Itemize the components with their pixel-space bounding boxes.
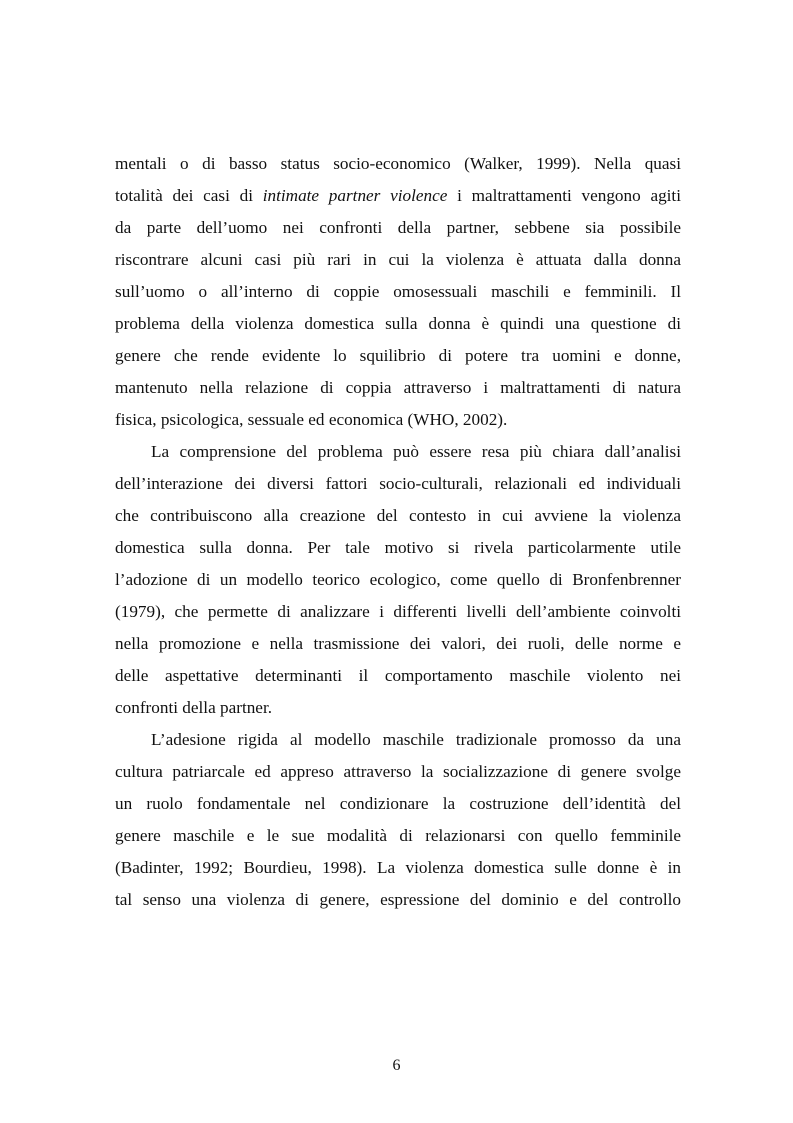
paragraph-3 (115, 724, 681, 916)
text-line: La comprensione del problema può essere resa più chiara dall’analisi (151, 442, 681, 461)
text-line: fisica, psicologica, sessuale ed economica (WHO, 2002). (115, 410, 508, 429)
text-line (115, 180, 681, 212)
text-line: genere maschile e le sue modalità di relazionarsi con quello femminile (115, 826, 681, 845)
text-line: tal senso una violenza di genere, espressione del dominio e del controllo (115, 890, 681, 909)
paragraph-2 (115, 436, 681, 724)
text-line: domestica sulla donna. Per tale motivo si rivela particolarmente utile (115, 538, 681, 557)
text-line: nella promozione e nella trasmissione dei valori, dei ruoli, delle norme e (115, 634, 681, 653)
text-line: genere che rende evidente lo squilibrio di potere tra uomini e donne, (115, 346, 681, 365)
emphasized-term: intimate partner violence (262, 186, 448, 205)
text-line: dell’interazione dei diversi fattori socio-culturali, relazionali ed individuali (115, 474, 681, 493)
text-line: l’adozione di un modello teorico ecologico, come quello di Bronfenbrenner (115, 570, 681, 589)
text-line: mentali o di basso status socio-economico (Walker, 1999). Nella quasi (115, 154, 681, 173)
text-line: da parte dell’uomo nei confronti della partner, sebbene sia possibile (115, 218, 681, 237)
document-body (115, 148, 681, 916)
text-line: (1979), che permette di analizzare i differenti livelli dell’ambiente coinvolti (115, 602, 681, 621)
text-segment: i maltrattamenti vengono agiti (447, 186, 681, 205)
text-line: (Badinter, 1992; Bourdieu, 1998). La violenza domestica sulle donne è in (115, 858, 681, 877)
text-line: cultura patriarcale ed appreso attraverso la socializzazione di genere svolge (115, 762, 681, 781)
text-line: L’adesione rigida al modello maschile tradizionale promosso da una (151, 730, 681, 749)
text-line: delle aspettative determinanti il comportamento maschile violento nei (115, 666, 681, 685)
text-line: sull’uomo o all’interno di coppie omosessuali maschili e femminili. Il (115, 282, 681, 301)
text-line: problema della violenza domestica sulla donna è quindi una questione di (115, 314, 681, 333)
text-segment: totalità dei casi di (115, 186, 263, 205)
text-line: un ruolo fondamentale nel condizionare la costruzione dell’identità del (115, 794, 681, 813)
paragraph-1 (115, 148, 681, 436)
page-number: 6 (392, 1057, 401, 1074)
text-line: confronti della partner. (115, 698, 273, 717)
text-line: mantenuto nella relazione di coppia attraverso i maltrattamenti di natura (115, 378, 681, 397)
text-line: riscontrare alcuni casi più rari in cui la violenza è attuata dalla donna (115, 250, 681, 269)
text-line: che contribuiscono alla creazione del contesto in cui avviene la violenza (115, 506, 681, 525)
